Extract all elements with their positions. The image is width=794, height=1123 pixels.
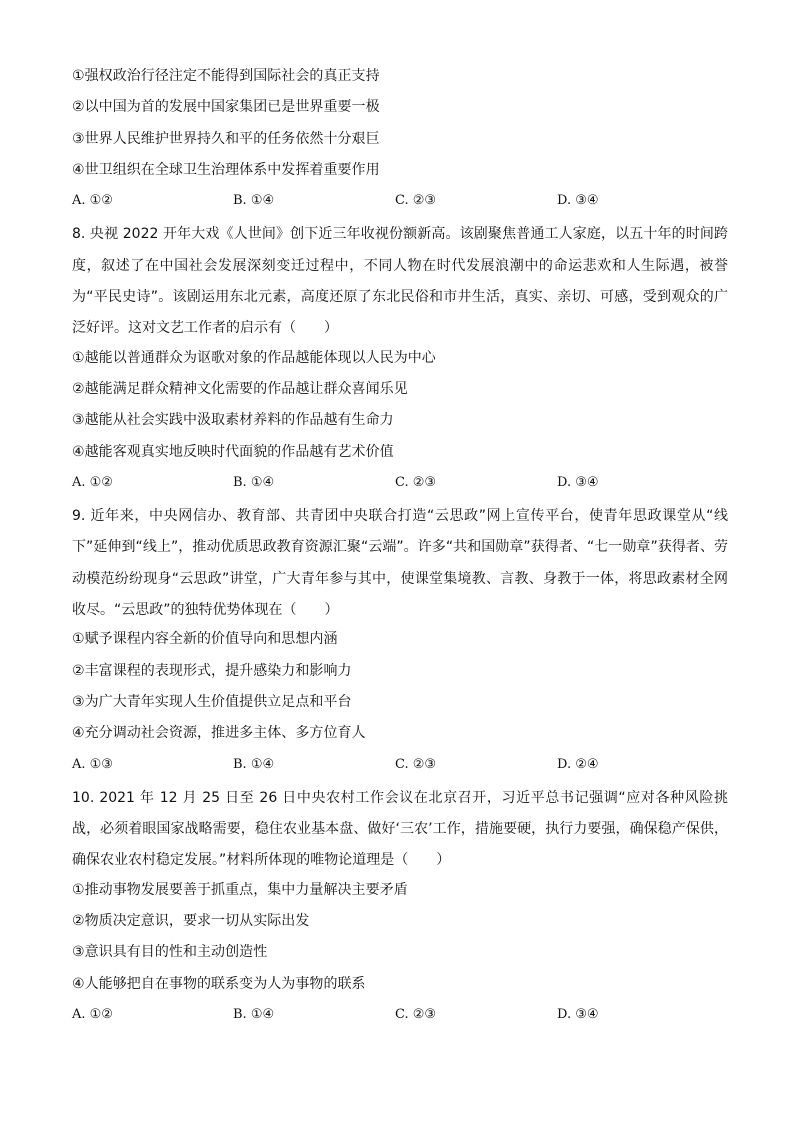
q9-stem: 9. 近年来，中央网信办、教育部、共青团中央联合打造“云思政”网上宣传平台，使青年思政课堂从“线下”延伸到“线上”，推动优质思政教育资源汇聚“云端”。许多“共和国勋章”获得者、“七一勋章”获得者、劳动模范纷纷现身“云思政”讲堂，广大青年参与其中，使课堂集境教、言教、身教于一体，将思政素材全网收尽。“云思政”的独特优势体现在（ ） [72, 508, 728, 619]
q9-item-2: ②丰富课程的表现形式，提升感染力和影响力 [72, 662, 352, 679]
exam-page [72, 63, 728, 1033]
q10-option-a: A. ①② [72, 1006, 113, 1022]
q10-option-c: C. ②③ [395, 1006, 437, 1022]
q8-item-3: ③越能从社会实践中汲取素材养料的作品越有生命力 [72, 412, 394, 429]
q8-stem: 8. 央视 2022 开年大戏《人世间》创下近三年收视份额新高。该剧聚焦普通工人家庭，以五十年的时间跨度，叙述了在中国社会发展深刻变迁过程中，不同人物在时代发展浪潮中的命运悲欢和人生际遇，被誉为“平民史诗”。该剧运用东北元素，高度还原了东北民俗和市井生活，真实、亲切、可感，受到观众的广泛好评。这对文艺工作者的启示有（ ） [72, 226, 728, 337]
q8-item-4: ④越能客观真实地反映时代面貌的作品越有艺术价值 [72, 443, 394, 460]
q7-option-d: D. ③④ [557, 193, 599, 209]
q7-item-1: ①强权政治行径注定不能得到国际社会的真正支持 [72, 68, 380, 84]
q8-item-2: ②越能满足群众精神文化需要的作品越让群众喜闻乐见 [72, 380, 408, 397]
q9-item-3: ③为广大青年实现人生价值提供立足点和平台 [72, 693, 352, 710]
q8-options [72, 470, 728, 501]
q9-options [72, 752, 728, 783]
q9-option-c: C. ②③ [395, 756, 437, 772]
q10-options [72, 1002, 728, 1033]
question-7 [72, 63, 728, 219]
q10-item-3: ③意识具有目的性和主动创造性 [72, 944, 268, 961]
q10-item-1: ①推动事物发展要善于抓重点，集中力量解决主要矛盾 [72, 881, 408, 898]
q7-option-b: B. ①④ [233, 193, 275, 209]
q9-option-d: D. ②④ [557, 756, 599, 772]
question-9 [72, 501, 728, 783]
question-10 [72, 783, 728, 1033]
q7-option-c: C. ②③ [395, 193, 437, 209]
q10-item-4: ④人能够把自在事物的联系变为人为事物的联系 [72, 975, 366, 992]
q7-item-3: ③世界人民维护世界持久和平的任务依然十分艰巨 [72, 130, 380, 147]
q8-item-1: ①越能以普通群众为讴歌对象的作品越能体现以人民为中心 [72, 349, 436, 366]
q9-item-1: ①赋予课程内容全新的价值导向和思想内涵 [72, 631, 338, 648]
question-8 [72, 219, 728, 501]
q8-option-d: D. ③④ [557, 474, 599, 490]
q9-option-b: B. ①④ [233, 756, 275, 772]
q9-option-a: A. ①③ [72, 756, 113, 772]
q7-option-a: A. ①② [72, 193, 113, 209]
q7-options [72, 188, 728, 219]
q10-option-d: D. ③④ [557, 1006, 599, 1022]
q9-item-4: ④充分调动社会资源，推进多主体、多方位育人 [72, 725, 366, 742]
q8-option-b: B. ①④ [233, 474, 275, 490]
q7-item-4: ④世卫组织在全球卫生治理体系中发挥着重要作用 [72, 161, 380, 178]
q10-stem: 10. 2021 年 12 月 25 日至 26 日中央农村工作会议在北京召开，习近平总书记强调“应对各种风险挑战，必须着眼国家战略需要，稳住农业基本盘、做好‘三农’工作，措施要硬，执行力要强，确保稳产保供，确保农业农村稳定发展。”材料所体现的唯物论道理是（ ） [72, 789, 728, 869]
q8-option-c: C. ②③ [395, 474, 437, 490]
q10-item-2: ②物质决定意识，要求一切从实际出发 [72, 913, 310, 930]
q7-item-2: ②以中国为首的发展中国家集团已是世界重要一极 [72, 99, 380, 116]
q10-option-b: B. ①④ [233, 1006, 275, 1022]
q8-option-a: A. ①② [72, 474, 113, 490]
